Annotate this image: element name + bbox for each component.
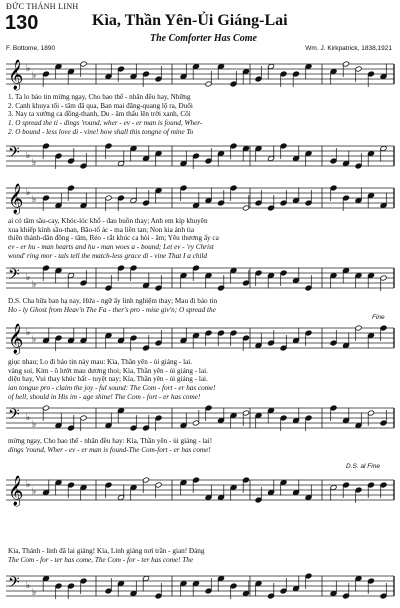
flat-icon: ♭ [32,280,37,290]
treble-staff-1 [0,58,400,92]
lyrics-block-2 [8,217,394,261]
bass-clef-icon: 𝄢 [8,406,20,427]
lyric-line-english: of hell, should in His im - age shine! The Com - fort - er has come! [8,392,201,401]
section-label: ĐỨC THÁNH LINH [6,2,79,11]
author-credit: Wm. J. Kirkpatrick, 1838,1921 [305,45,392,52]
flat-icon: ♭ [26,480,31,490]
lyric-line: giục nhau; Lo đi báo tin này mau: Kìa, Thần yên - ủi giáng - lai. [8,358,193,366]
flat-icon: ♭ [32,71,37,81]
lyric-line-english: Ho - ly Ghost from Heav'n The Fa - ther's pro - mise giv'n; O spread the [8,305,216,314]
lyric-line: thiên thánh-dân đồng - tâm, Réo - rắt khúc ca hòi - âm; Yêu thương ấy ca [8,234,219,243]
lyric-line-english: 2. O bound - less love di - vine! how shall this tongne of mine To [8,127,194,136]
lyric-line: vàng soi, Kim - ô lướt mau dương thoi; Kìa, Thần yên - ủi giáng - lai. [8,366,208,375]
lyric-line-english: The Com - for - ter has come, The Com - for - ter has come! The [8,555,194,564]
flat-icon: ♭ [26,151,31,161]
lyric-line: 3. Nay ta xướng ca đồng-thanh, Du - âm thấu lên trời xanh, Cõi [8,110,191,119]
bass-staff-1 [0,140,400,174]
treble-clef-icon: 𝄞 [8,60,24,90]
bass-clef-icon: 𝄢 [8,266,20,287]
flat-icon: ♭ [26,413,31,423]
flat-icon: ♭ [32,487,37,497]
lyric-line: mừng ngay, Cho bao thế - nhân đều hay: Kìa, Thần yên - ủi giáng - lai! [8,437,213,445]
lyric-line: ai có tâm sầu-cay, Khóc-lóc khổ - đau buồn thay; Anh em kíp khuyên [8,217,208,225]
treble-clef-icon: 𝄞 [8,476,24,506]
treble-staff-3 [0,322,400,356]
lyrics-block-3 [8,358,394,402]
lyric-line-english: wond' ring mor - tals tell the match-less grace di - vine That I a child [8,251,207,260]
fine-mark: Fine [372,314,385,321]
treble-clef-icon: 𝄞 [8,184,24,214]
flat-icon: ♭ [26,188,31,198]
lyric-line-english: 1. O spread the ti - dings 'round, wher - ev - er man is found, Wher- [8,119,203,128]
flat-icon: ♭ [32,158,37,168]
flat-icon: ♭ [26,581,31,591]
lyric-line-english: ian tongue pro - claim the joy - ful sound: The Com - fort - er has come! [8,384,216,393]
flat-icon: ♭ [26,273,31,283]
lyric-line: 2. Canh khuya tối - tăm đã qua, Ban mai đăng-quang lộ ra, Đuổi [8,101,193,110]
composer-credit: F. Bottome, 1890 [6,45,56,52]
lyric-line-english: ev - er hu - man hearts and hu - man woes a - bound; Let ev - 'ry Christ [8,243,214,252]
lyric-line: 1. Ta lo báo tin mừng ngay, Cho bao thế - nhân đều hay, Những [8,93,191,101]
flat-icon: ♭ [32,195,37,205]
flat-icon: ♭ [32,335,37,345]
ds-al-fine-mark: D.S. al Fine [346,463,380,470]
flat-icon: ♭ [32,588,37,598]
treble-staff-2 [0,182,400,216]
hymn-subtitle: The Comforter Has Come [150,33,257,44]
hymn-title: Kìa, Thần Yên-Ủi Giáng-Lai [92,12,288,29]
lyrics-block-ds [8,297,394,314]
bass-staff-3 [0,402,400,436]
flat-icon: ♭ [26,328,31,338]
lyric-line: diệu hay, Vui thay khúc bất - tuyệt nay; Kìa, Thần yên - ủi giáng - lai. [8,375,208,384]
lyrics-block-4 [8,437,394,454]
lyrics-block-5 [8,547,394,564]
bass-staff-2 [0,262,400,296]
lyric-line-english: dings 'round, Wher - ev - er man is found-The Com-fort - er has come! [8,445,211,454]
lyrics-block-1 [8,93,394,137]
treble-staff-4 [0,474,400,508]
lyric-line: xua khiếp kinh sầu-than, Bão-tố ác - ma liền tan; Non kia ánh tia [8,225,195,234]
bass-clef-icon: 𝄢 [8,144,20,165]
flat-icon: ♭ [32,420,37,430]
bass-staff-4 [0,570,400,604]
flat-icon: ♭ [26,64,31,74]
bass-clef-icon: 𝄢 [8,574,20,595]
treble-clef-icon: 𝄞 [8,324,24,354]
lyric-line: Kìa, Thánh - linh đã lai giáng! Kìa, Linh giáng nơi trần - gian! Đáng [8,547,205,555]
lyric-line: D.S. Cha hữa ban hạ nay, Hứa - ngữ ấy linh nghiệm thay; Mau đi báo tin [8,297,218,305]
hymn-number: 130 [5,12,39,34]
